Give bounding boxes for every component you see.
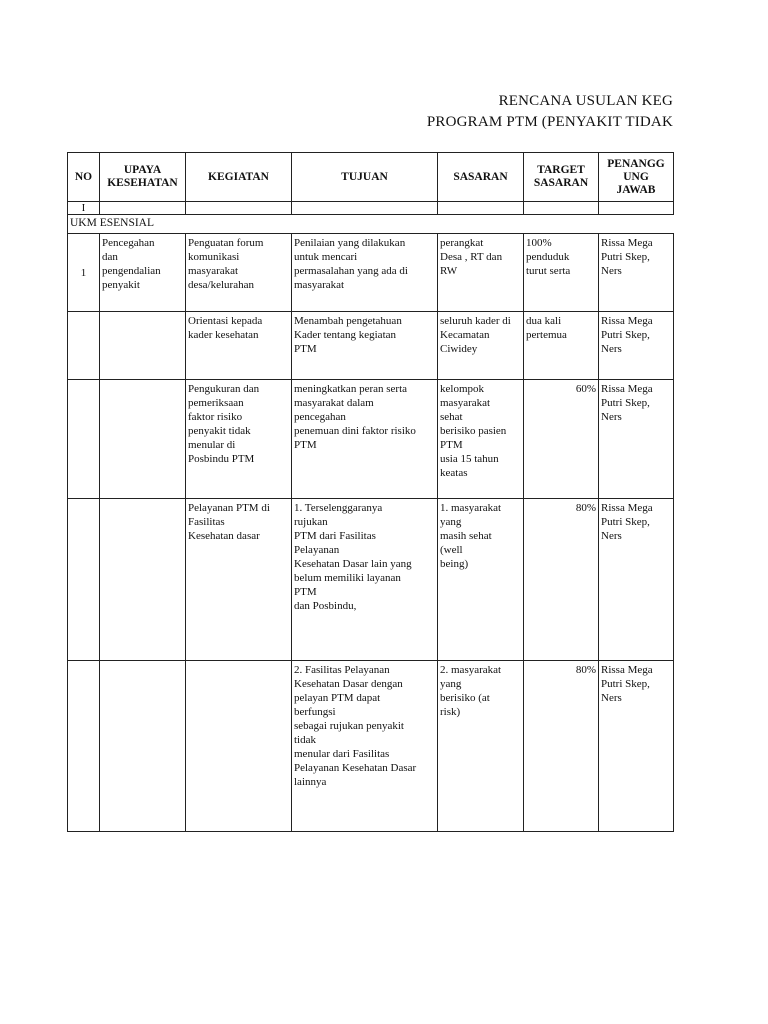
cell-upaya [100,234,186,312]
cell-line: Fasilitas [188,516,225,528]
cell-penanggung [599,661,674,832]
cell-line: 80% [575,502,596,514]
cell-penanggung [599,312,674,380]
cell-line: menular dari Fasilitas [294,748,390,760]
cell-line: dan [102,251,118,263]
cell-line: PTM [294,439,317,451]
roman-numeral: I [68,202,100,215]
cell-line: faktor risiko [188,411,243,423]
cell-line: pelayan PTM dapat [294,692,381,704]
cell-line: sebagai rujukan penyakit [294,720,404,732]
cell-line: Ners [601,265,622,277]
table-row [68,312,674,380]
cell-line: turut serta [526,265,571,277]
cell-line: keatas [440,467,468,479]
cell-upaya [100,380,186,499]
cell-line: belum memiliki layanan [294,572,401,584]
cell-line: penemuan dini faktor risiko [294,425,416,437]
cell-no [68,499,100,661]
cell-line: berfungsi [294,706,336,718]
cell-line: risk) [440,706,461,718]
cell-line: 2. masyarakat [440,664,502,676]
header-penanggung-line: PENANGG [607,157,665,170]
cell-sasaran [438,661,524,832]
cell-line: Rissa Mega [601,315,653,327]
cell-line: seluruh kader di [440,315,511,327]
cell-line: Kesehatan dasar [188,530,260,542]
cell-line: Rissa Mega [601,383,653,395]
cell-kegiatan [186,312,292,380]
cell-target [524,380,599,499]
cell-line: Putri Skep, [601,397,650,409]
cell-line: komunikasi [188,251,240,263]
cell-line: masyarakat [440,397,491,409]
cell-line: Kecamatan [440,329,490,341]
cell-no [68,312,100,380]
cell-line: tidak [294,734,316,746]
cell-line: penyakit tidak [188,425,251,437]
cell-line: permasalahan yang ada di [294,265,408,277]
header-penanggung-line: UNG [623,170,649,183]
cell-line: masyarakat [188,265,239,277]
cell-line: 60% [575,383,596,395]
cell-target [524,234,599,312]
cell-line: masyarakat [294,279,345,291]
cell-line: pengendalian [102,265,161,277]
cell-line: masih sehat [440,530,492,542]
cell-line: 100% [526,237,552,249]
cell-line: Pelayanan PTM di [188,502,270,514]
cell-line: Penguatan forum [188,237,264,249]
cell-penanggung [599,380,674,499]
cell-line: usia 15 tahun [440,453,499,465]
cell-line: menular di [188,439,236,451]
cell-line: Putri Skep, [601,516,650,528]
document-title-line1: RENCANA USULAN KEG [498,93,673,109]
cell-line: masyarakat dalam [294,397,374,409]
header-upaya-kesehatan [100,153,186,202]
cell-line: PTM [294,586,317,598]
cell-line: Kesehatan Dasar dengan [294,678,403,690]
cell-line: Putri Skep, [601,329,650,341]
cell-line: Ners [601,411,622,423]
section-label: UKM ESENSIAL [68,215,674,234]
cell-line: PTM [294,343,317,355]
header-no: NO [68,153,100,202]
cell-line: Pelayanan [294,544,340,556]
header-row [68,153,674,202]
cell-upaya [100,661,186,832]
cell-sasaran [438,499,524,661]
cell-line: Pencegahan [102,237,155,249]
cell-penanggung [599,499,674,661]
cell-line: 80% [575,664,596,676]
table-row [68,499,674,661]
cell-target [524,661,599,832]
header-penanggung-jawab [599,153,674,202]
cell-line: Rissa Mega [601,237,653,249]
header-sasaran: SASARAN [438,153,524,202]
cell-line: kader kesehatan [188,329,259,341]
header-kegiatan: KEGIATAN [186,153,292,202]
cell-line: pemeriksaan [188,397,244,409]
cell-line: being) [440,558,469,570]
cell-line: desa/kelurahan [188,279,254,291]
cell-line: Pengukuran dan [188,383,260,395]
cell-line: Rissa Mega [601,502,653,514]
table-row [68,234,674,312]
header-target-sasaran [524,153,599,202]
cell-line: penduduk [526,251,570,263]
cell-line: meningkatkan peran serta [294,383,408,395]
cell-line: lainnya [294,776,327,788]
cell-line: dua kali [526,315,562,327]
cell-line: 1. Terselenggaranya [294,502,383,514]
cell-line: penyakit [102,279,140,291]
cell-line: sehat [440,411,463,423]
cell-tujuan [292,234,438,312]
cell-line: RW [440,265,458,277]
section-row [68,215,674,234]
cell-line: PTM dari Fasilitas [294,530,376,542]
cell-no: 1 [68,234,100,312]
cell-line: Pelayanan Kesehatan Dasar [294,762,417,774]
header-upaya-line: KESEHATAN [107,177,178,189]
cell-line: Kesehatan Dasar lain yang [294,558,412,570]
cell-line: PTM [440,439,463,451]
cell-sasaran [438,312,524,380]
cell-no [68,380,100,499]
cell-line: yang [440,678,462,690]
cell-line: berisiko pasien [440,425,507,437]
header-target-line: TARGET [537,164,585,176]
cell-penanggung [599,234,674,312]
cell-target [524,312,599,380]
cell-line: untuk mencari [294,251,358,263]
cell-line: Penilaian yang dilakukan [294,237,406,249]
cell-line: Rissa Mega [601,664,653,676]
cell-tujuan [292,380,438,499]
cell-kegiatan [186,380,292,499]
table-row [68,380,674,499]
cell-line: rujukan [294,516,328,528]
cell-upaya [100,499,186,661]
cell-upaya [100,312,186,380]
cell-line: Menambah pengetahuan [294,315,402,327]
cell-target [524,499,599,661]
cell-sasaran [438,234,524,312]
header-tujuan: TUJUAN [292,153,438,202]
cell-line: Putri Skep, [601,678,650,690]
cell-tujuan [292,312,438,380]
cell-line: berisiko (at [440,692,490,704]
cell-line: perangkat [440,237,484,249]
cell-line: kelompok [440,383,484,395]
cell-line: Ciwidey [440,343,478,355]
cell-tujuan [292,499,438,661]
roman-numeral-row [68,202,674,215]
cell-line: Ners [601,530,622,542]
cell-kegiatan [186,499,292,661]
cell-line: Ners [601,692,622,704]
cell-line: (well [440,544,463,556]
cell-tujuan [292,661,438,832]
document-title-line2: PROGRAM PTM (PENYAKIT TIDAK [426,114,673,130]
cell-line: Putri Skep, [601,251,650,263]
cell-sasaran [438,380,524,499]
cell-line: yang [440,516,462,528]
activity-plan-table [67,152,674,832]
cell-line: pertemua [526,329,567,341]
cell-line: dan Posbindu, [294,600,357,612]
cell-no [68,661,100,832]
cell-line: Desa , RT dan [440,251,503,263]
cell-kegiatan [186,661,292,832]
cell-line: Kader tentang kegiatan [294,329,397,341]
header-upaya-line: UPAYA [123,164,162,176]
header-target-line: SASARAN [533,177,589,189]
cell-line: Orientasi kepada [188,315,263,327]
table-row [68,661,674,832]
cell-line: Ners [601,343,622,355]
cell-line: Posbindu PTM [188,453,255,465]
cell-line: 1. masyarakat [440,502,502,514]
cell-kegiatan [186,234,292,312]
cell-line: 2. Fasilitas Pelayanan [294,664,390,676]
cell-line: pencegahan [294,411,346,423]
header-penanggung-line: JAWAB [616,183,656,196]
